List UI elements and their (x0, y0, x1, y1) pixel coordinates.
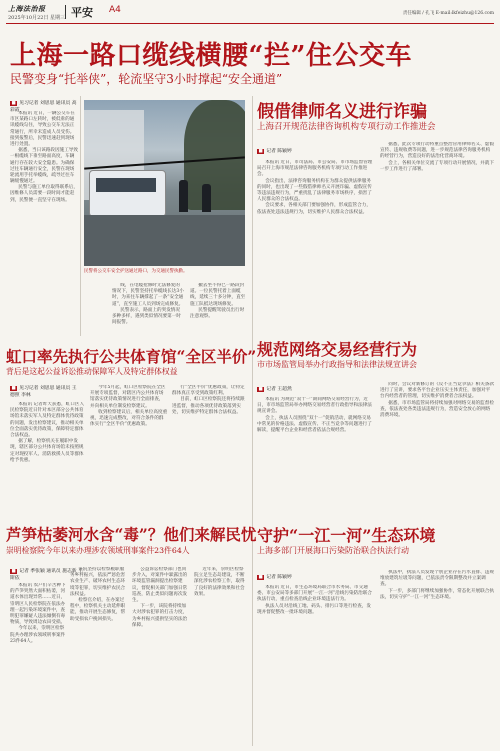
art2-col1: 本报讯 近日，市司法局、市公安局、市市场监督管理局召开上海市规范法律咨询服务机构专项行动工作推进会。 会议指出，法律咨询服务机构在为群众提供法律服务的同时，也出现了一些假借律师名义开展诈骗、虚假宣传等违法违规行为，严重扰乱了法律服务市场秩序，损害了人民群众的合法权益。 会议要求，各相关部门要加强协作，形成监管合力，依法查处违法违规行为，切实维护人民群众合法权益。 (257, 160, 373, 215)
lead-photo (84, 100, 245, 266)
art6-col2: 该院坚持以检察履职服务乡村振兴，依法严惩危害农业生产、破坏农村生态环境等犯罪，切实维护农民合法权益。 检察官介绍，在办案过程中，检察机关主动延伸职能，推动开展生态修复，帮助受损农户挽回损失。 (70, 567, 126, 622)
lead-subhead: 民警变身“托举侠”，轮流坚守3小时撑起“安全通道” (10, 72, 283, 86)
art6-col1: 本报讯 农户们辛苦种下的芦笋突然大面积枯萎，河道水体出现异常……近日，崇明区人民检察院在依法办理一起污染环境案件中，查明犯罪嫌疑人违法倾倒有毒物质，导致周边农田受损。 今年以来，崇明区检察院共办理涉农领域刑事案件23件64人。 (10, 583, 66, 644)
art3-subhead: 市市场监管局举办行政指导和法律法规宣讲会 (257, 360, 417, 369)
lead-byline: ■ 见习记者 刘思思 通讯员 高彩霞 (10, 101, 77, 113)
byline-tag: ■ (11, 101, 16, 106)
art5-subhead: 上海多部门开展海口污染防治联合执法行动 (257, 546, 409, 555)
art3-col2: 同时，会议对新修订的《反不正当竞争法》相关条款进行了宣讲，要求各平台企业压实主体责任，加强对平台内经营者的管理，切实维护消费者合法权益。 据悉，市市场监管局将持续加强对网络交易的监督检查，依法查处各类违法违规行为，营造安全放心的网络消费环境。 (380, 382, 494, 418)
date-line: 2025年10月22日 星期三 (8, 15, 66, 21)
photo-bus-window (96, 178, 156, 192)
art2-col2: 据悉，此次专项行动将重点整治冒用律师名义、虚假宣传、违规收费等问题，进一步规范法律咨询服务机构的经营行为，营造良好的法治化营商环境。 会上，各相关单位交流了专项行动开展情况，并就下一步工作进行了部署。 (380, 142, 494, 172)
art4-col1: 本报讯 记者昨天获悉，虹口区人民检察院近日针对本区部分公共体育场馆未落实军人及特定群体优待政策的问题，发出检察建议，推动相关单位全面落实优待政策，保障特定群体合法权益。 据了解，检察机关在履职中发现，辖区部分公共体育场馆未按照规定对现役军人、消防救援人员等群体给予优惠。 (10, 402, 85, 463)
masthead-rule (6, 23, 494, 24)
art6-subhead: 崇明检察院今年以来办理涉农领域刑事案件23件64人 (6, 546, 190, 555)
art3-headline: 规范网络交易经营行为 (257, 340, 418, 359)
lead-col3: 撤去坐不得已一路段封道。一位民警托着上面缆线，延续三十多分钟，直至施工队抵达现场修复。 民警提醒驾驶员出行时注意观察。 (190, 283, 246, 319)
art4-col2: 今年5月起，虹口区检察院在全区开展专项监督，对辖区内公共体育场馆落实优待政策情况进行全面排查，并向相关单位制发检察建议。 收到检察建议后，相关单位高度重视，迅速完成整改，对符合条件的群体实行“全区半价”优惠政策。 (90, 385, 168, 428)
lead-col2: 线，在电缆抢修时无法修复的情况下，民警坚持托举缆线长达3小时，为来往车辆撑起了一条“安全通道”，直至施工人员到场完成修复。 民警表示，路面上的突发情况多种多样，遇到类似情况要第一时间报警。 (112, 283, 184, 326)
art5-headline: 守护“一江一河”生态环境 (257, 526, 436, 545)
editor-line: 责任编辑 / 孔飞 E-mail:lkfeizhu@126.com (402, 11, 494, 16)
photo-tree (184, 100, 245, 210)
art4-col3: 行“全区半价”优惠政策，让特定群体真正享受到政策红利。 目前，虹口区检察院还将持续跟进监督，推动各项优待政策落到实处，切实维护特定群体合法权益。 (172, 385, 245, 415)
photo-officer-2 (202, 184, 211, 212)
byline-tag: ■ (258, 149, 263, 154)
lead-left-divider (80, 96, 81, 336)
art2-byline: ■ 记者 陈颖婷 (258, 149, 292, 154)
art6-byline: ■ 记者 季张颖 通讯员 施志新 王斯依 (10, 569, 83, 581)
byline-tag: ■ (11, 569, 16, 574)
art4-byline: ■ 见习记者 刘思思 通讯员 王德照 李林 (10, 386, 77, 398)
byline-tag: ■ (258, 387, 263, 392)
art3-col1: 本报讯 为规范“双十一”期间网络交易经营行为，近日，市市场监管局举办网络交易经营者行政指导和法律法规宣讲会。 会上，执法人员围绕“双十一”促销活动，就网络交易中常见的价格违法、虚假宣传、不正当竞争等问题进行了解读，提醒平台企业和经营者依法合规经营。 (257, 397, 372, 433)
lead-col1: 本报讯 近日，一辆公交车在市区某路口左转时，被低垂的通讯缆线勾住，导致公交车无法正常通行，所幸未造成人员受伤。接到报警后，民警迅速赶到现场进行处置。 据悉，当日该路段因施工导致一根缆线下垂至路面高度，车辆通行存在较大安全隐患。为确保过往车辆通行安全，民警在现场轮流用手托举缆线，疏导过往车辆缓慢通过。 民警与施工单位取得联系后，因维修人员需要一段时间才能赶到，民警便一直坚守在现场。 (10, 111, 78, 203)
art5-col1: 本报讯 近日，市生态环境局联合市水务局、市交通委、市公安局等多部门开展“一江一河”沿线污染防治联合执法行动，重点检查沿线企业环境违法行为。 执法人员对沿线工地、码头、排污口等进行检查，发现并督促整改一批环境问题。 (257, 585, 372, 615)
art4-headline: 虹口率先执行公共体育馆“全区半价” (6, 347, 257, 366)
center-divider (252, 96, 253, 746)
art5-byline: ■ 记者 陈颖婷 (258, 575, 292, 580)
lead-photo-caption: 民警将公交车安全护送通过路口，为交通民警执勤。 (84, 269, 188, 274)
art2-subhead: 上海召开规范法律咨询机构专项行动工作推进会 (257, 122, 436, 132)
art4-subhead: 背后是这起公益诉讼推动保障军人及特定群体权益 (6, 367, 178, 376)
photo-officer-1 (179, 180, 188, 212)
art2-headline: 假借律师名义进行诈骗 (257, 102, 427, 122)
paper-logo: 上海法治报 (8, 4, 46, 13)
photo-road (84, 215, 245, 266)
byline-tag: ■ (11, 386, 16, 391)
masthead (0, 0, 500, 24)
section-name: 平安 (71, 6, 93, 19)
masthead-divider (65, 5, 66, 19)
page-number: A4 (109, 5, 121, 15)
art3-byline: ■ 记者 王超然 (258, 387, 292, 392)
lead-headline: 上海一路口缆线横腰“拦”住公交车 (10, 41, 412, 71)
byline-tag: ■ (258, 575, 263, 580)
art6-col4: 近年来，崇明区检察院立足生态岛建设，不断深化涉农检察工作，取得了良好的法律效果和社会效果。 (194, 567, 245, 597)
art6-headline: 芦笋枯萎河水含“毒”？他们来解民忧 (6, 525, 257, 544)
art5-col2: 执法中，执法人员发现个别企业存在污水直排、违规堆放建筑垃圾等问题，已依法责令限期整改并立案调查。 下一步，多部门将继续加强协作，常态化开展联合执法，切实守护“一江一河”生态环境。 (380, 570, 494, 600)
art6-col3: 公益诉讼检察部门也同步介入，对案件中暴露出的环境监管漏洞提出检察建议，督促相关部门加强日常巡查，防止类似问题再次发生。 下一步，该院将持续加大对涉农犯罪的打击力度，为乡村振兴提供坚实的法治保障。 (132, 567, 188, 628)
